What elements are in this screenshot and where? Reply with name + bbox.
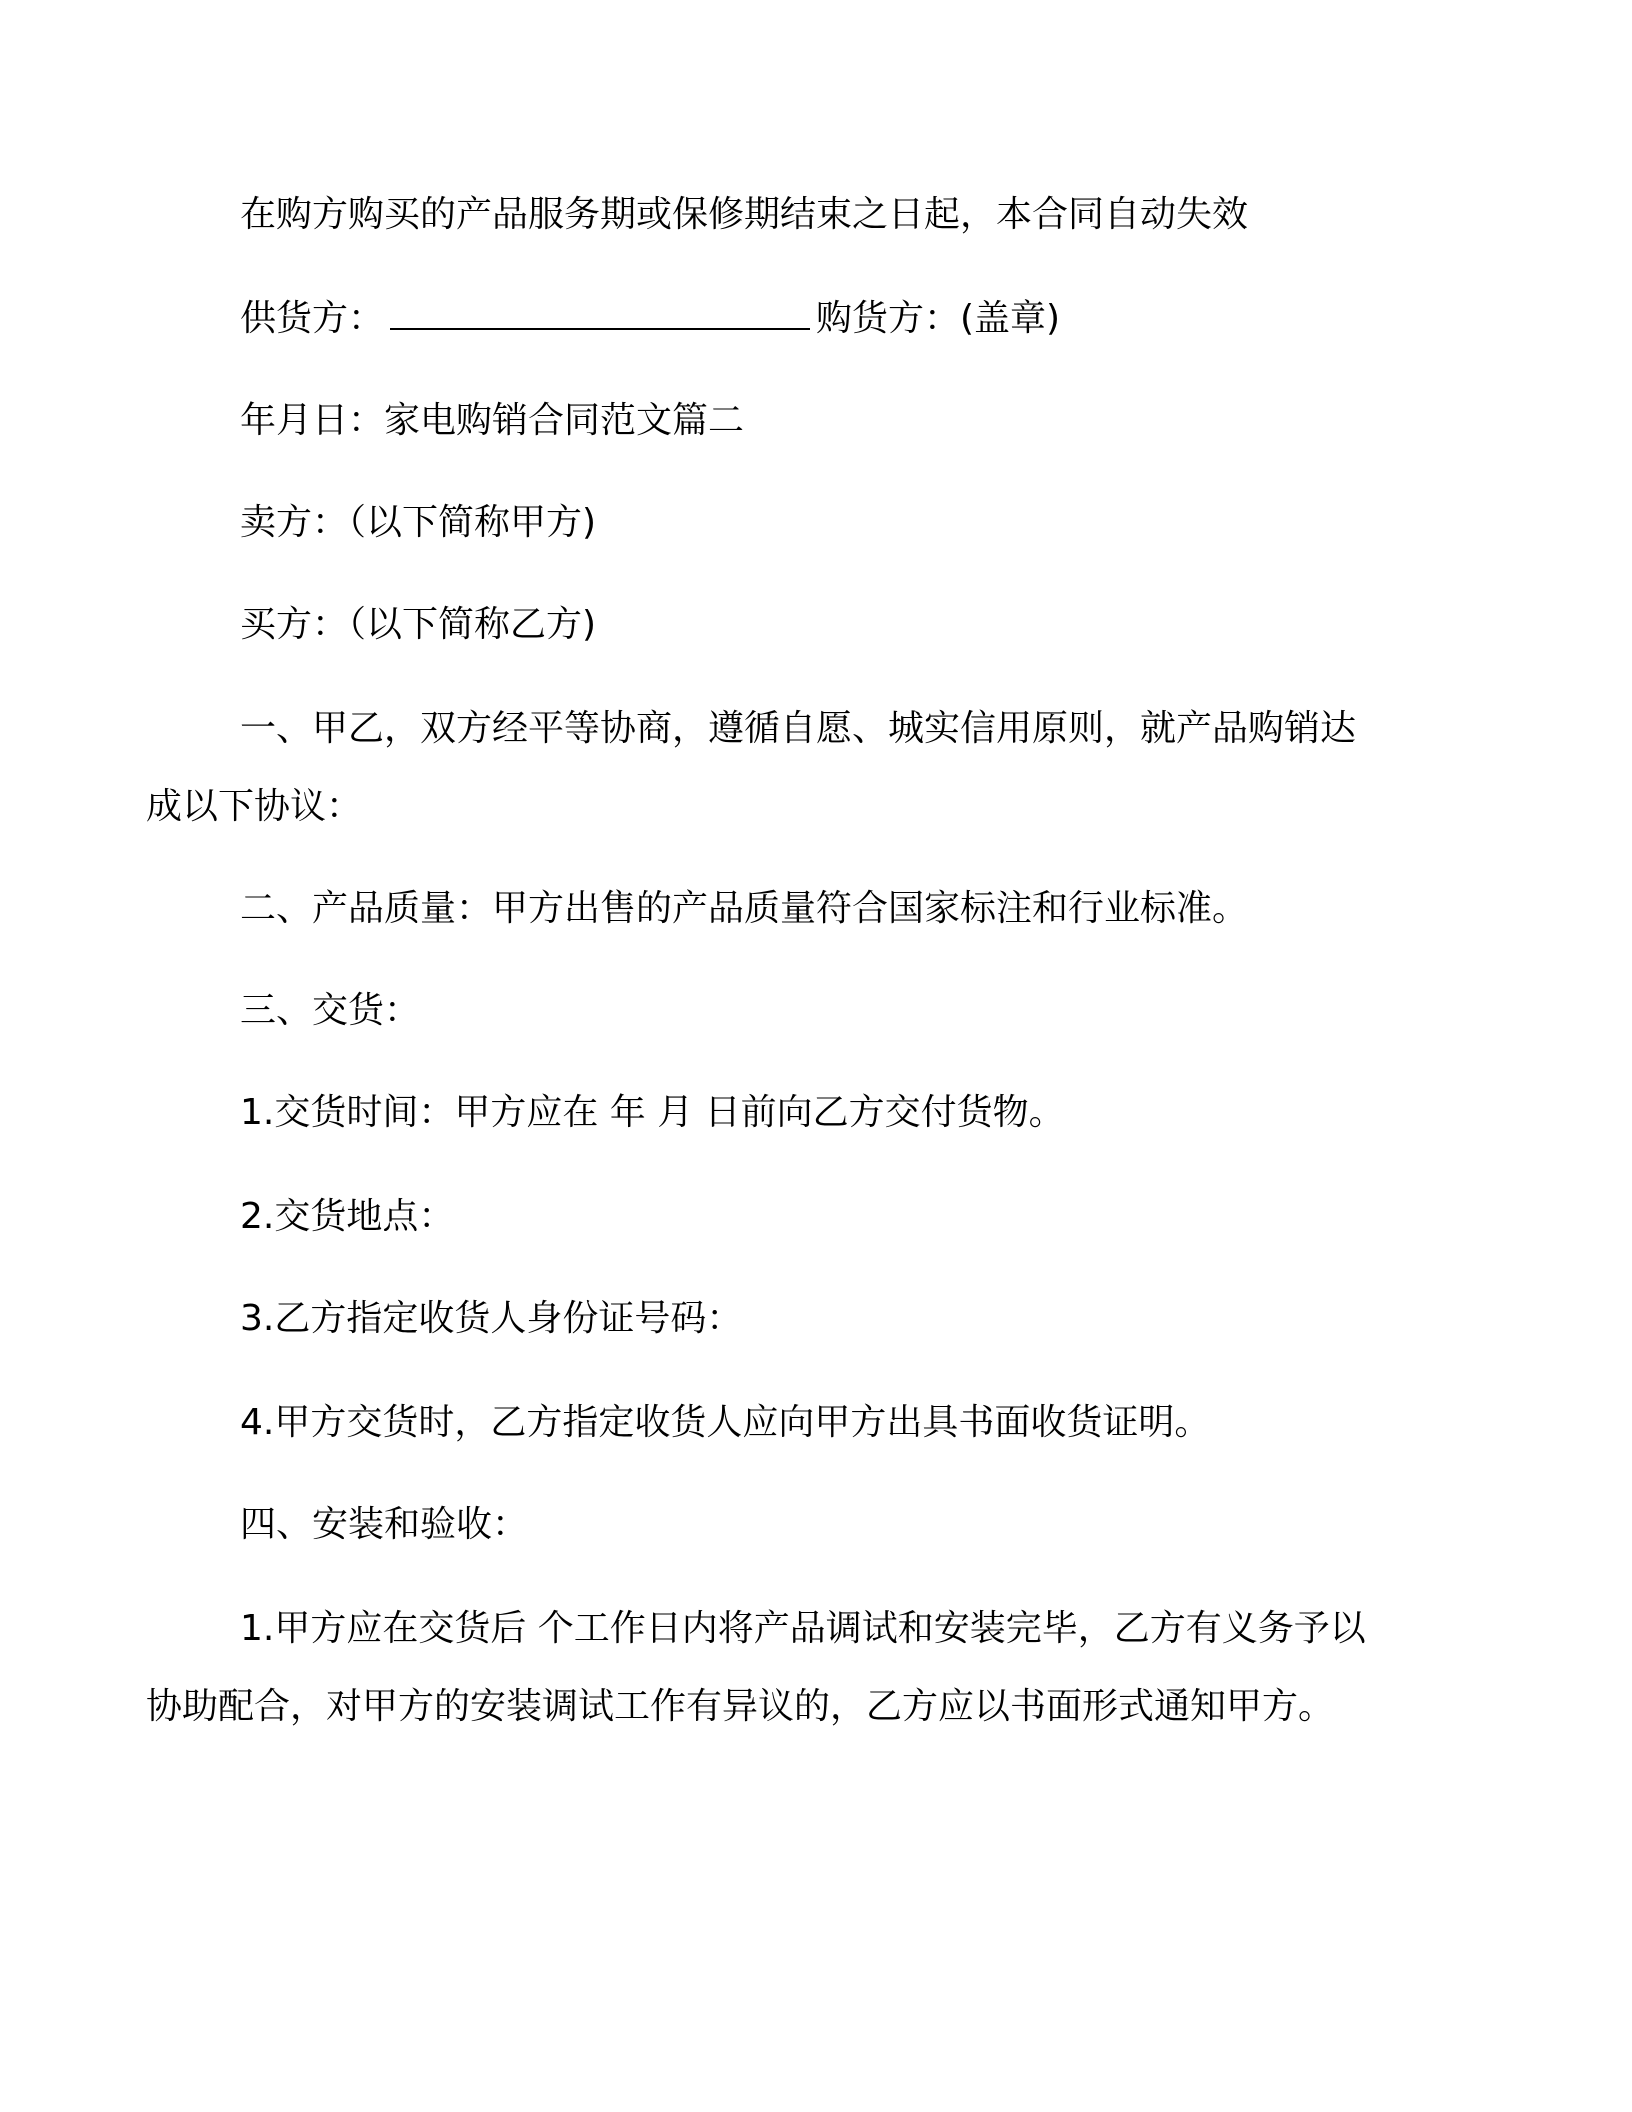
- paragraph-buyer: 买方：（以下简称乙方): [240, 604, 597, 645]
- paragraph-signatures: [240, 280, 1380, 358]
- supplier-label: 供货方：: [240, 298, 385, 339]
- paragraph-delivery-place: 2.交货地点：: [240, 1196, 455, 1237]
- signature-blank-line: [390, 298, 810, 330]
- paragraph-contract-expiry: 在购方购买的产品服务期或保修期结束之日起，本合同自动失效: [240, 194, 1249, 235]
- paragraph-seller: 卖方：（以下简称甲方): [240, 502, 597, 543]
- paragraph-clause-2: 二、产品质量：甲方出售的产品质量符合国家标注和行业标准。: [240, 888, 1249, 929]
- paragraph-receipt-proof: 4.甲方交货时，乙方指定收货人应向甲方出具书面收货证明。: [240, 1402, 1211, 1443]
- paragraph-clause-3: 三、交货：: [240, 990, 421, 1031]
- paragraph-recipient-id: 3.乙方指定收货人身份证号码：: [240, 1298, 743, 1339]
- paragraph-installation: 1.甲方应在交货后 个工作日内将产品调试和安装完毕，乙方有义务予以协助配合，对甲方的安装调试工作有异议的，乙方应以书面形式通知甲方。: [146, 1608, 1366, 1727]
- buyer-label: 购货方：(盖章): [816, 298, 1061, 339]
- paragraph-delivery-time: 1.交货时间：甲方应在 年 月 日前向乙方交付货物。: [240, 1092, 1065, 1133]
- paragraph-clause-4: 四、安装和验收：: [240, 1504, 529, 1545]
- paragraph-date-title: 年月日：家电购销合同范文篇二: [240, 400, 745, 441]
- paragraph-clause-1: 一、甲乙，双方经平等协商，遵循自愿、城实信用原则，就产品购销达成以下协议：: [146, 708, 1357, 827]
